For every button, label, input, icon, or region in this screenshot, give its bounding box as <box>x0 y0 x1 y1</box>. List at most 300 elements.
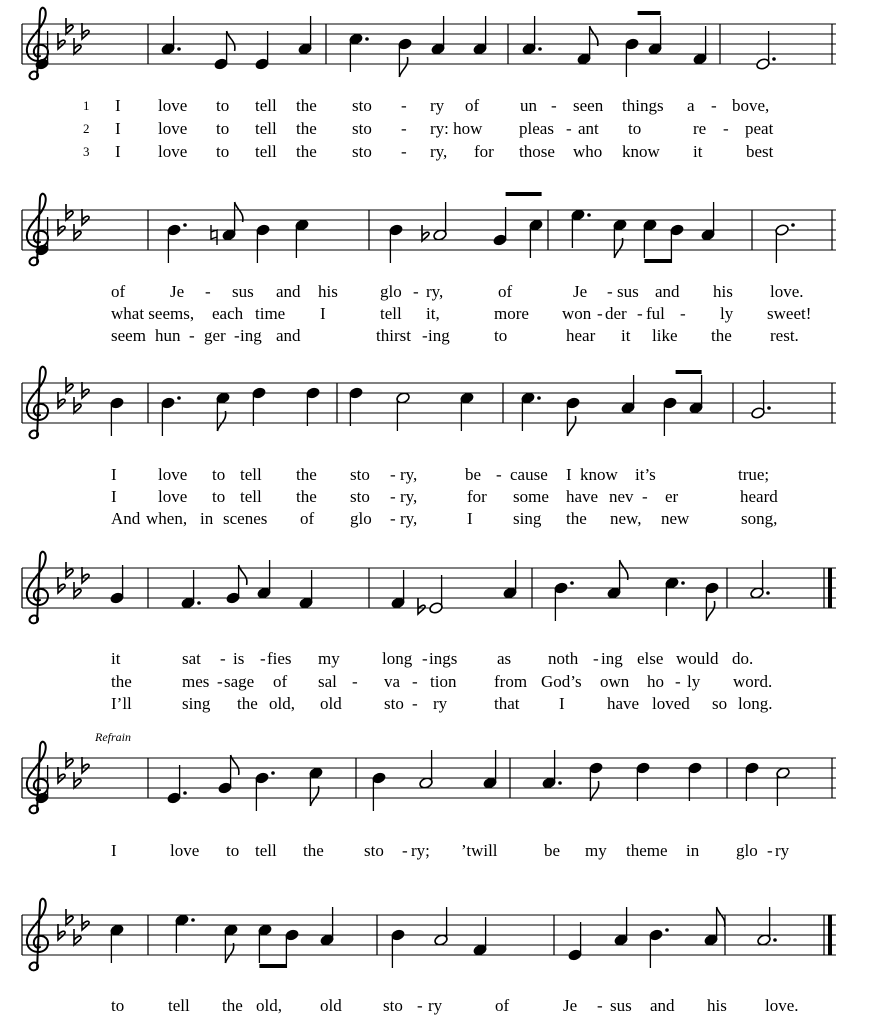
lyric-hyphen: - <box>220 649 226 668</box>
note-flag <box>225 943 233 963</box>
lyric-syllable: Je <box>573 282 588 301</box>
key-signature-flat-icon <box>74 582 81 598</box>
lyric-syllable: un <box>520 96 537 115</box>
note-flag <box>614 238 622 258</box>
lyric-syllable: own <box>600 672 630 691</box>
lyric-syllable: to <box>216 142 230 161</box>
lyric-hyphen: - <box>417 996 423 1015</box>
lyric-syllable: sto <box>383 996 403 1015</box>
lyric-syllable: ry: how <box>430 119 483 138</box>
lyric-syllable: and <box>650 996 675 1015</box>
lyric-syllable: the <box>296 487 317 506</box>
dot <box>191 918 195 922</box>
verse-number: 3 <box>83 144 90 159</box>
lyric-syllable: as <box>497 649 512 668</box>
lyric-syllable: nev <box>609 487 634 506</box>
flat-glyph <box>82 757 89 773</box>
lyric-syllable: sto <box>350 465 370 484</box>
lyric-syllable: true; <box>738 465 770 484</box>
lyric-syllable: his <box>713 282 733 301</box>
note-flag <box>399 57 407 77</box>
lyric-syllable: glo <box>350 509 372 528</box>
lyric-syllable: from <box>494 672 528 691</box>
flat-glyph <box>74 929 81 945</box>
dot <box>197 601 201 605</box>
lyric-syllable: to <box>212 465 226 484</box>
lyric-syllable: of <box>111 282 126 301</box>
lyric-syllable: do. <box>732 649 754 668</box>
dot <box>177 396 181 400</box>
beam <box>644 259 671 263</box>
lyric-syllable: in <box>686 841 700 860</box>
lyric-syllable: it <box>111 649 121 668</box>
flat-glyph <box>74 582 81 598</box>
lyric-hyphen: - <box>422 326 428 345</box>
lyric-syllable: glo <box>380 282 402 301</box>
lyric-syllable: ry; <box>411 841 430 860</box>
lyric-syllable: long <box>382 649 413 668</box>
lyric-syllable: and <box>276 282 301 301</box>
lyric-syllable: I <box>566 465 572 484</box>
flat-glyph <box>66 562 73 578</box>
lyric-syllable: ing <box>601 649 623 668</box>
lyric-syllable: peat <box>745 119 774 138</box>
lyric-hyphen: - <box>390 487 396 506</box>
note-flag <box>706 601 714 621</box>
dot <box>772 57 776 61</box>
lyric-hyphen: - <box>680 304 686 323</box>
lyric-syllable: ry <box>428 996 443 1015</box>
dot <box>570 581 574 585</box>
lyric-syllable: love <box>158 119 188 138</box>
flat-icon <box>422 225 429 241</box>
note-flag <box>620 560 628 580</box>
lyric-syllable: of <box>498 282 513 301</box>
lyric-syllable: ing <box>240 326 262 345</box>
lyric-syllable: is <box>233 649 245 668</box>
lyric-hyphen: - <box>597 996 603 1015</box>
flat-glyph <box>58 924 65 940</box>
lyric-syllable: the <box>296 465 317 484</box>
lyric-syllable: my <box>318 649 340 668</box>
lyric-syllable: the <box>111 672 132 691</box>
lyric-hyphen: - <box>422 649 428 668</box>
lyric-syllable: seem <box>111 326 146 345</box>
lyric-syllable: to <box>628 119 642 138</box>
lyric-hyphen: - <box>551 96 557 115</box>
dot <box>665 928 669 932</box>
lyric-syllable: know <box>622 142 660 161</box>
lyric-syllable: God’s <box>541 672 582 691</box>
lyric-syllable: sto <box>384 694 404 713</box>
lyric-syllable: heard <box>740 487 778 506</box>
lyric-syllable: of <box>495 996 510 1015</box>
lyric-syllable: his <box>318 282 338 301</box>
final-barline-thick <box>828 915 832 955</box>
lyric-hyphen: - <box>217 672 223 691</box>
lyric-syllable: the <box>303 841 324 860</box>
flat-glyph <box>66 18 73 34</box>
key-signature-flat-icon <box>66 18 73 34</box>
lyric-syllable: ry, <box>400 465 418 484</box>
lyric-syllable: love. <box>770 282 804 301</box>
lyric-syllable: ings <box>429 649 458 668</box>
key-signature-flat-icon <box>74 397 81 413</box>
lyric-syllable: I <box>111 465 117 484</box>
lyric-syllable: I <box>467 509 473 528</box>
lyric-hyphen: - <box>597 304 603 323</box>
lyric-syllable: when, <box>146 509 188 528</box>
lyric-syllable: ing <box>428 326 450 345</box>
key-signature-flat-icon <box>82 914 89 930</box>
flat-glyph <box>66 377 73 393</box>
lyric-hyphen: - <box>401 96 407 115</box>
lyric-syllable: and <box>276 326 301 345</box>
lyric-syllable: a <box>687 96 695 115</box>
key-signature-flat-icon <box>66 562 73 578</box>
lyric-syllable: be <box>544 841 561 860</box>
key-signature-flat-icon <box>58 924 65 940</box>
lyric-syllable: sing <box>182 694 211 713</box>
lyric-syllable: ry <box>775 841 790 860</box>
lyric-syllable: love <box>158 142 188 161</box>
note-flag <box>310 786 318 806</box>
lyric-syllable: ry <box>433 694 448 713</box>
lyric-syllable: old, <box>256 996 282 1015</box>
lyric-syllable: long. <box>738 694 773 713</box>
lyric-syllable: of <box>300 509 315 528</box>
lyric-syllable: rest. <box>770 326 799 345</box>
lyric-syllable: sweet! <box>767 304 812 323</box>
lyric-hyphen: - <box>566 119 572 138</box>
lyric-syllable: ry, <box>400 487 418 506</box>
final-barline-thick <box>828 568 832 608</box>
note-flag <box>567 416 575 436</box>
key-signature-flat-icon <box>74 929 81 945</box>
lyric-syllable: sto <box>350 487 370 506</box>
dot <box>767 406 771 410</box>
lyric-syllable: bove, <box>732 96 770 115</box>
key-signature-flat-icon <box>74 772 81 788</box>
beam <box>638 11 661 15</box>
lyric-syllable: sto <box>352 96 372 115</box>
flat-glyph <box>58 33 65 49</box>
lyric-syllable: ho <box>647 672 664 691</box>
lyric-syllable: his <box>707 996 727 1015</box>
key-signature-flat-icon <box>66 909 73 925</box>
beam <box>676 370 702 374</box>
lyric-syllable: sal <box>318 672 337 691</box>
lyric-hyphen: - <box>412 672 418 691</box>
flat-glyph <box>82 914 89 930</box>
key-signature-flat-icon <box>66 204 73 220</box>
flat-glyph <box>74 397 81 413</box>
lyric-syllable: the <box>296 142 317 161</box>
lyric-hyphen: - <box>234 326 240 345</box>
lyric-syllable: hear <box>566 326 596 345</box>
lyric-syllable: of <box>273 672 288 691</box>
key-signature-flat-icon <box>58 33 65 49</box>
lyric-syllable: the <box>222 996 243 1015</box>
key-signature-flat-icon <box>58 219 65 235</box>
lyric-syllable: it, <box>426 304 440 323</box>
lyric-syllable: sing <box>513 509 542 528</box>
lyric-syllable: sage <box>224 672 255 691</box>
lyric-hyphen: - <box>390 509 396 528</box>
lyric-syllable: I <box>111 841 117 860</box>
key-signature-flat-icon <box>82 23 89 39</box>
lyric-hyphen: - <box>675 672 681 691</box>
lyric-syllable: those <box>519 142 555 161</box>
lyric-syllable: song, <box>741 509 778 528</box>
dot <box>681 581 685 585</box>
lyric-syllable: cause <box>510 465 548 484</box>
lyric-hyphen: - <box>260 649 266 668</box>
lyric-syllable: I <box>111 487 117 506</box>
key-signature-flat-icon <box>58 577 65 593</box>
lyric-syllable: to <box>226 841 240 860</box>
lyric-syllable: won <box>562 304 592 323</box>
key-signature-flat-icon <box>58 392 65 408</box>
lyric-syllable: hun <box>155 326 181 345</box>
lyric-syllable: I <box>320 304 326 323</box>
dot <box>537 396 541 400</box>
flat-glyph <box>82 567 89 583</box>
lyric-syllable: in <box>200 509 214 528</box>
lyric-syllable: would <box>676 649 719 668</box>
lyric-syllable: so <box>712 694 728 713</box>
lyric-syllable: fies <box>267 649 292 668</box>
lyric-syllable: re <box>693 119 707 138</box>
lyric-syllable: loved <box>652 694 690 713</box>
verse-number: 2 <box>83 121 90 136</box>
flat-glyph <box>66 752 73 768</box>
dot <box>365 37 369 41</box>
lyric-syllable: tell <box>240 465 262 484</box>
lyric-syllable: be <box>465 465 482 484</box>
lyric-syllable: der <box>605 304 627 323</box>
lyric-syllable: ’twill <box>461 841 498 860</box>
flat-glyph <box>58 392 65 408</box>
lyric-syllable: glo <box>736 841 758 860</box>
flat-glyph <box>66 204 73 220</box>
dot <box>558 781 562 785</box>
lyric-syllable: know <box>580 465 618 484</box>
lyric-syllable: sus <box>617 282 639 301</box>
flat-glyph <box>74 224 81 240</box>
key-signature-flat-icon <box>66 752 73 768</box>
lyric-syllable: sus <box>610 996 632 1015</box>
lyric-hyphen: - <box>642 487 648 506</box>
lyric-syllable: some <box>513 487 549 506</box>
key-signature-flat-icon <box>82 567 89 583</box>
key-signature-flat-icon <box>82 757 89 773</box>
lyric-syllable: love <box>158 96 188 115</box>
flat-icon <box>418 598 425 614</box>
dot <box>183 791 187 795</box>
lyric-syllable: I <box>115 119 121 138</box>
lyric-syllable: sto <box>352 142 372 161</box>
flat-glyph <box>74 772 81 788</box>
lyric-syllable: tell <box>255 142 277 161</box>
lyric-hyphen: - <box>637 304 643 323</box>
lyric-syllable: who <box>573 142 603 161</box>
lyric-hyphen: - <box>723 119 729 138</box>
lyric-syllable: noth <box>548 649 579 668</box>
key-signature-flat-icon <box>58 767 65 783</box>
lyric-syllable: ry, <box>430 142 448 161</box>
lyric-hyphen: - <box>352 672 358 691</box>
lyric-syllable: pleas <box>519 119 554 138</box>
lyric-syllable: tell <box>255 96 277 115</box>
lyric-syllable: ry, <box>426 282 444 301</box>
note-flag <box>217 411 225 431</box>
dot <box>587 213 591 217</box>
lyric-syllable: the <box>296 96 317 115</box>
lyric-hyphen: - <box>767 841 773 860</box>
lyric-syllable: more <box>494 304 529 323</box>
dot <box>177 47 181 51</box>
lyric-syllable: old, <box>269 694 295 713</box>
lyric-syllable: it <box>621 326 631 345</box>
key-signature-flat-icon <box>82 209 89 225</box>
lyric-syllable: ry, <box>400 509 418 528</box>
lyric-syllable: it <box>693 142 703 161</box>
lyric-syllable: scenes <box>223 509 268 528</box>
lyric-hyphen: - <box>189 326 195 345</box>
flat-glyph <box>58 577 65 593</box>
lyric-syllable: word. <box>733 672 773 691</box>
key-signature-flat-icon <box>82 382 89 398</box>
verse-number: 1 <box>83 98 90 113</box>
flat-glyph <box>82 23 89 39</box>
flat-glyph <box>82 382 89 398</box>
lyric-syllable: sto <box>352 119 372 138</box>
lyric-syllable: that <box>494 694 520 713</box>
lyric-syllable: else <box>637 649 664 668</box>
lyric-syllable: ger <box>204 326 226 345</box>
dot <box>183 223 187 227</box>
lyric-syllable: and <box>655 282 680 301</box>
lyric-syllable: new <box>661 509 690 528</box>
lyric-hyphen: - <box>401 142 407 161</box>
lyric-syllable: each <box>212 304 244 323</box>
lyric-syllable: ry <box>430 96 445 115</box>
beam <box>259 964 286 968</box>
lyric-syllable: for <box>467 487 487 506</box>
key-signature-flat-icon <box>74 224 81 240</box>
lyric-syllable: tell <box>255 119 277 138</box>
lyric-syllable: the <box>296 119 317 138</box>
lyric-syllable: theme <box>626 841 668 860</box>
lyric-syllable: seen <box>573 96 604 115</box>
dot <box>791 223 795 227</box>
lyric-syllable: tell <box>380 304 402 323</box>
lyric-syllable: to <box>111 996 125 1015</box>
refrain-label: Refrain <box>95 730 131 744</box>
lyric-syllable: va <box>384 672 401 691</box>
lyric-syllable: to <box>494 326 508 345</box>
lyric-hyphen: - <box>390 465 396 484</box>
flat-glyph <box>74 38 81 54</box>
dot <box>538 47 542 51</box>
lyric-syllable: tell <box>240 487 262 506</box>
dot <box>773 938 777 942</box>
lyric-syllable: tion <box>430 672 457 691</box>
key-signature-flat-icon <box>74 38 81 54</box>
lyric-syllable: I’ll <box>111 694 132 713</box>
lyric-syllable: of <box>465 96 480 115</box>
lyric-hyphen: - <box>593 649 599 668</box>
lyric-hyphen: - <box>607 282 613 301</box>
lyric-syllable: like <box>652 326 678 345</box>
lyric-syllable: love. <box>765 996 799 1015</box>
flat-glyph <box>66 909 73 925</box>
lyric-hyphen: - <box>412 694 418 713</box>
natural-icon <box>211 225 217 245</box>
lyric-syllable: love <box>158 465 188 484</box>
lyric-syllable: sus <box>232 282 254 301</box>
note-flag <box>717 907 725 927</box>
natural-glyph <box>211 225 217 245</box>
lyric-syllable: new, <box>610 509 642 528</box>
lyric-syllable: for <box>474 142 494 161</box>
dot <box>271 771 275 775</box>
flat-glyph <box>422 225 429 241</box>
flat-glyph <box>58 767 65 783</box>
flat-glyph <box>82 209 89 225</box>
lyric-syllable: ant <box>578 119 599 138</box>
lyric-syllable: I <box>115 96 121 115</box>
lyric-syllable: er <box>665 487 679 506</box>
lyric-syllable: it’s <box>635 465 656 484</box>
lyric-syllable: time <box>255 304 286 323</box>
flat-glyph <box>58 219 65 235</box>
lyric-syllable: thirst <box>376 326 411 345</box>
lyric-syllable: the <box>566 509 587 528</box>
lyric-syllable: to <box>216 119 230 138</box>
lyric-hyphen: - <box>205 282 211 301</box>
lyric-syllable: old <box>320 996 342 1015</box>
lyric-syllable: ful <box>646 304 665 323</box>
key-signature-flat-icon <box>66 377 73 393</box>
lyric-syllable: Je <box>170 282 185 301</box>
note-flag <box>590 26 598 46</box>
lyric-syllable: I <box>559 694 565 713</box>
dot <box>766 591 770 595</box>
lyric-syllable: I <box>115 142 121 161</box>
lyric-syllable: the <box>237 694 258 713</box>
lyric-syllable: sto <box>364 841 384 860</box>
lyric-syllable: love <box>170 841 200 860</box>
lyric-syllable: sat <box>182 649 201 668</box>
lyric-hyphen: - <box>402 841 408 860</box>
lyric-syllable: ly <box>720 304 734 323</box>
note-flag <box>235 202 243 222</box>
lyric-hyphen: - <box>413 282 419 301</box>
lyric-syllable: to <box>216 96 230 115</box>
lyric-syllable: to <box>212 487 226 506</box>
lyric-syllable: tell <box>168 996 190 1015</box>
lyric-hyphen: - <box>711 96 717 115</box>
lyric-syllable: ly <box>687 672 701 691</box>
lyric-hyphen: - <box>496 465 502 484</box>
lyric-syllable: tell <box>255 841 277 860</box>
lyric-syllable: the <box>711 326 732 345</box>
flat-glyph <box>418 598 425 614</box>
lyric-syllable: Je <box>563 996 578 1015</box>
lyric-syllable: And <box>111 509 141 528</box>
